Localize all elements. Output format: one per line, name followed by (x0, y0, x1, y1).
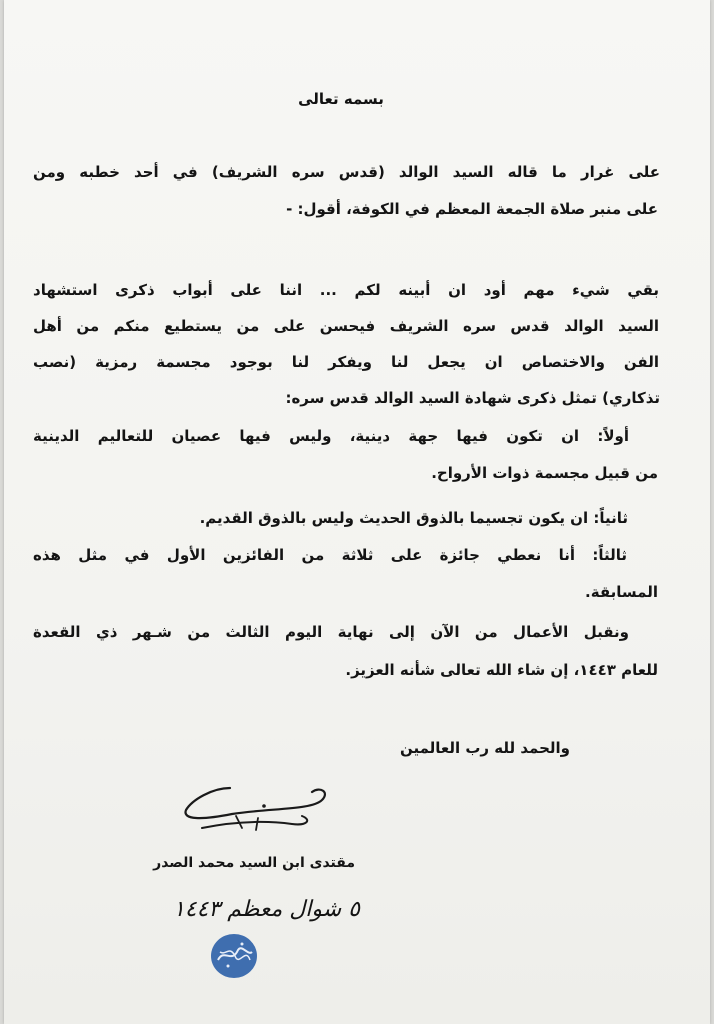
signatory-name: مقتدى ابن السيد محمد الصدر (153, 855, 355, 871)
body-line-2: السيد الوالد قدس سره الشريف فيحسن على من يستطيع منكم من أهل (33, 317, 659, 335)
point-3-line-1: ثالثاً: أنا نعطي جائزة على ثلاثة من الفائزين الأول في مثل هذه (33, 546, 627, 564)
body-line-4: تذكاري) تمثل ذكرى شهادة السيد الوالد قدس سره: (285, 389, 660, 407)
handwritten-date: ٥ شوال معظم ١٤٤٣ (172, 897, 360, 922)
body-line-3: الفن والاختصاص ان يجعل لنا ويفكر لنا بوجود مجسمة رمزية (نصب (33, 353, 659, 371)
body-line-1: بقي شيء مهم أود ان أبينه لكم ... اننا على أبواب ذكرى استشهاد (33, 281, 659, 299)
deadline-line-2: للعام ١٤٤٣، إن شاء الله تعالى شأنه العزيز. (345, 661, 658, 679)
intro-line-2: على منبر صلاة الجمعة المعظم في الكوفة، أقول: - (286, 200, 658, 218)
point-1-line-2: من قبيل مجسمة ذوات الأرواح. (431, 464, 658, 482)
signature-scribble (172, 770, 362, 840)
heading-text: بسمه تعالى (298, 90, 384, 108)
seal-stamp (208, 930, 260, 982)
deadline-line-1: ونقبل الأعمال من الآن إلى نهاية اليوم الثالث من شـهر ذي القعدة (33, 623, 629, 641)
intro-line-1: على غرار ما قاله السيد الوالد (قدس سره الشريف) في أحد خطبه ومن (33, 163, 660, 181)
letter-page (4, 0, 710, 1024)
point-3-line-2: المسابقة. (585, 583, 658, 601)
closing-line: والحمد لله رب العالمين (399, 739, 570, 757)
letter-heading (4, 90, 678, 108)
point-1-line-1: أولاً: ان تكون فيها جهة دينية، وليس فيها عصيان للتعاليم الدينية (33, 427, 629, 445)
point-2-line: ثانياً: ان يكون تجسيما بالذوق الحديث وليس بالذوق القديم. (199, 509, 628, 527)
